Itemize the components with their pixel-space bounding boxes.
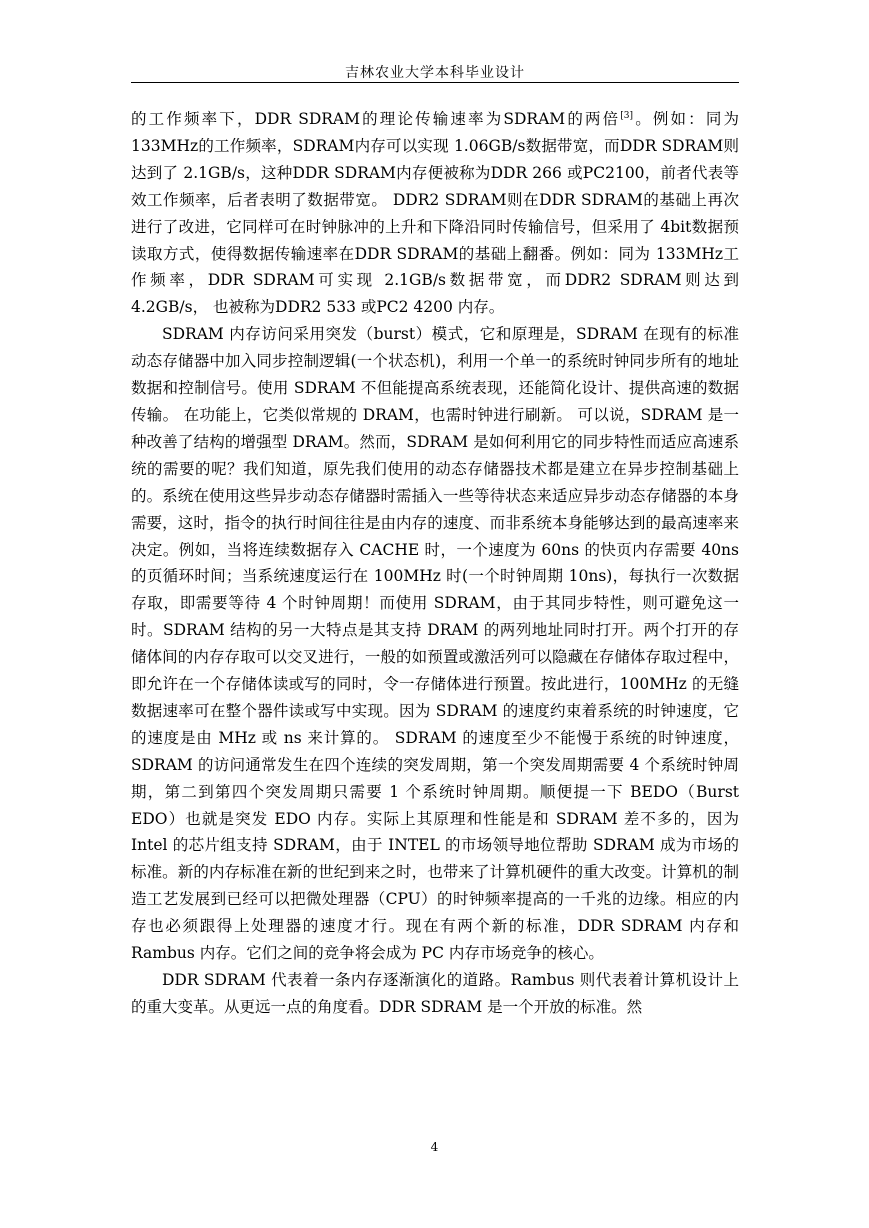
paragraph-text: 。例如：同为133MHz的工作频率，SDRAM内存可以实现 1.06GB/s数据带宽，而DDR SDRAM则达到了 2.1GB/s，这种DDR SDRAM内存便被称为DDR 266 或PC2100，前者代表等效工作频率，后者表明了数据带宽。 DDR2 SDRAM则在DDR SDRAM的基础上再次进行了改进，它同样可在时钟脉冲的上升和下降沿同时传输信号，但采用了 4bit数据预读取方式，使得数据传输速率在DDR SDRAM的基础上翻番。例如：同为 133MHz工作频率，DDR SDRAM可实现 2.1GB/s数据带宽，而DDR2 SDRAM则达到 4.2GB/s， 也被称为DDR2 533 或PC2 4200 内存。: [131, 110, 739, 317]
citation-superscript: [3]: [620, 110, 634, 121]
paragraph-ddr-intro: [131, 106, 739, 321]
paragraph-ddr-rambus: DDR SDRAM 代表着一条内存逐渐演化的道路。Rambus 则代表着计算机设计上的重大变革。从更远一点的角度看。DDR SDRAM 是一个开放的标准。然: [131, 971, 739, 1016]
paragraph-sdram-burst: SDRAM 内存访问采用突发（burst）模式，它和原理是，SDRAM 在现有的标准动态存储器中加入同步控制逻辑(一个状态机)，利用一个单一的系统时钟同步所有的地址数据和控制信号。使用 SDRAM 不但能提高系统表现，还能简化设计、提供高速的数据传输。 在功能上，它类似常规的 DRAM，也需时钟进行刷新。 可以说，SDRAM 是一种改善了结构的增强型 DRAM。然而，SDRAM 是如何利用它的同步特性而适应高速系统的需要的呢？我们知道，原先我们使用的动态存储器技术都是建立在异步控制基础上的。系统在使用这些异步动态存储器时需插入一些等待状态来适应异步动态存储器的本身需要，这时，指令的执行时间往往是由内存的速度、而非系统本身能够达到的最高速率来决定。例如，当将连续数据存入 CACHE 时，一个速度为 60ns 的快页内存需要 40ns 的页循环时间；当系统速度运行在 100MHz 时(一个时钟周期 10ns)，每执行一次数据存取，即需要等待 4 个时钟周期！而使用 SDRAM，由于其同步特性，则可避免这一时。SDRAM 结构的另一大特点是其支持 DRAM 的两列地址同时打开。两个打开的存储体间的内存存取可以交叉进行，一般的如预置或激活列可以隐藏在存储体存取过程中，即允许在一个存储体读或写的同时，令一存储体进行预置。按此进行，100MHz 的无缝数据速率可在整个器件读或写中实现。因为 SDRAM 的速度约束着系统的时钟速度，它的速度是由 MHz 或 ns 来计算的。 SDRAM 的速度至少不能慢于系统的时钟速度，SDRAM 的访问通常发生在四个连续的突发周期，第一个突发周期需要 4 个系统时钟周期，第二到第四个突发周期只需要 1 个系统时钟周期。顺便提一下 BEDO（Burst EDO）也就是突发 EDO 内存。实际上其原理和性能是和 SDRAM 差不多的，因为 Intel 的芯片组支持 SDRAM，由于 INTEL 的市场领导地位帮助 SDRAM 成为市场的标准。新的内存标准在新的世纪到来之时，也带来了计算机硬件的重大改变。计算机的制造工艺发展到已经可以把微处理器（CPU）的时钟频率提高的一千兆的边缘。相应的内存也必须跟得上处理器的速度才行。现在有两个新的标准，DDR SDRAM 内存和 Rambus 内存。它们之间的竞争将会成为 PC 内存市场竞争的核心。: [131, 325, 739, 963]
header-divider: [131, 82, 739, 83]
body-text: [131, 106, 739, 1021]
paragraph-text: 的工作频率下，DDR SDRAM的理论传输速率为SDRAM的两倍: [131, 110, 621, 128]
page-number: 4: [430, 1140, 439, 1154]
page-header-title: 吉林农业大学本科毕业设计: [345, 65, 525, 81]
